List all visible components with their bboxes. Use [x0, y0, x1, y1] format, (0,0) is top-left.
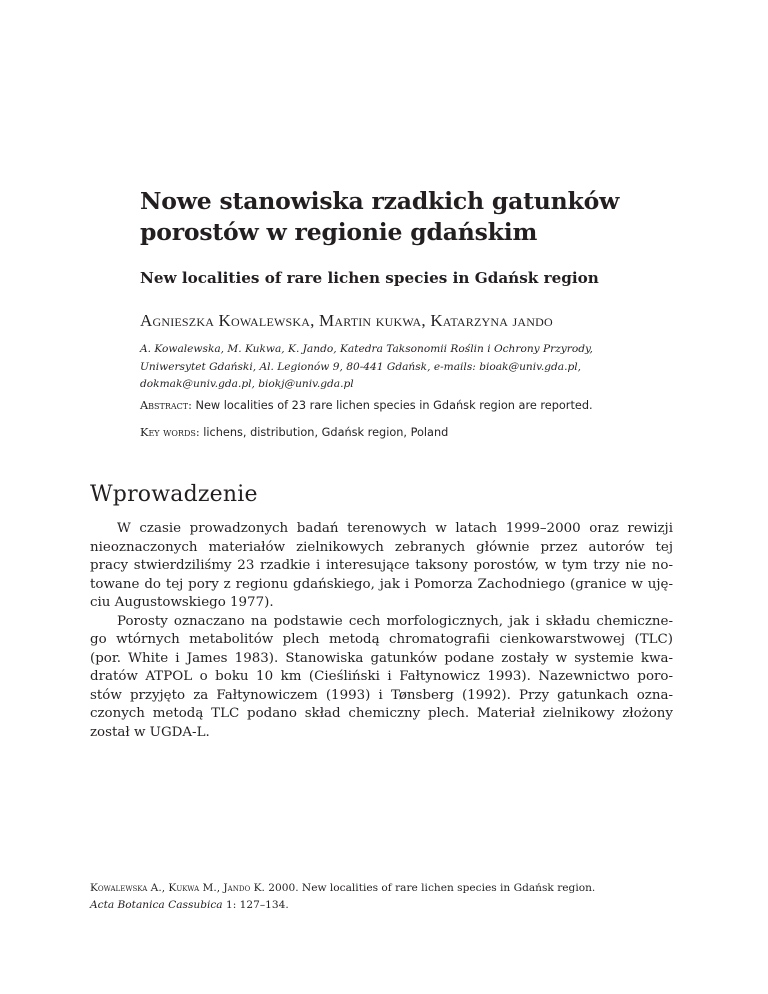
keywords	[140, 426, 448, 439]
affiliation-line: A. Kowalewska, M. Kukwa, K. Jando, Katedra Taksonomii Roślin i Ochrony Przyrody,	[140, 343, 593, 355]
citation-journal: Acta Botanica Cassubica	[90, 899, 223, 911]
body-line: (por. White i James 1983). Stanowiska gatunków podane zostały w systemie kwa-	[90, 650, 673, 666]
title-line-2: porostów w regionie gdańskim	[140, 218, 538, 246]
citation-line	[90, 880, 673, 897]
body-line: W czasie prowadzonych badań terenowych w latach 1999–2000 oraz rewizji	[117, 521, 673, 536]
affiliation-line: dokmak@univ.gda.pl, biokj@univ.gda.pl	[140, 378, 354, 390]
abstract	[140, 399, 593, 412]
body-line: towane do tej pory z regionu gdańskiego, jak i Pomorza Zachodniego (granice w uję-	[90, 576, 673, 592]
section-heading: Wprowadzenie	[90, 482, 258, 507]
author-list	[140, 311, 553, 331]
abstract-text: New localities of 23 rare lichen species in Gdańsk region are reported.	[191, 399, 593, 412]
body-line: Porosty oznaczano na podstawie cech morfologicznych, jak i składu chemiczne-	[117, 613, 673, 629]
body-line: go wtórnych metabolitów plech metodą chromatografii cienkowarstwowej (TLC)	[90, 632, 673, 647]
body-line: został w UGDA-L.	[90, 724, 210, 740]
article-title-polish	[140, 186, 700, 248]
affiliation-block	[140, 341, 700, 394]
author-1: Agnieszka Kowalewska	[140, 311, 311, 330]
body-paragraphs	[90, 520, 673, 742]
author-2: Martin kukwa	[319, 311, 422, 330]
citation-authors: Kowalewska A., Kukwa M., Jando K. 2000.	[90, 882, 299, 894]
author-separator: ,	[421, 311, 431, 330]
title-line-1: Nowe stanowiska rzadkich gatunków	[140, 187, 620, 215]
body-line: pracy stwierdziliśmy 23 rzadkie i interesujące taksony porostów, w tym trzy nie no-	[90, 558, 673, 573]
body-line: dratów ATPOL o boku 10 km (Cieśliński i Fałtynowicz 1993). Nazewnictwo poro-	[90, 669, 673, 684]
keywords-text: lichens, distribution, Gdańsk region, Poland	[199, 426, 449, 439]
affiliation-line: Uniwersytet Gdański, Al. Legionów 9, 80-441 Gdańsk, e-mails: bioak@univ.gda.pl,	[140, 360, 581, 373]
body-line: stów przyjęto za Fałtynowiczem (1993) i Tønsberg (1992). Przy gatunkach ozna-	[90, 687, 673, 703]
abstract-label: Abstract:	[140, 399, 192, 412]
body-line: nieoznaczonych materiałów zielnikowych zebranych głównie przez autorów tej	[90, 539, 673, 555]
article-title-english: New localities of rare lichen species in Gdańsk region	[140, 269, 599, 287]
citation-pages: 1: 127–134.	[222, 899, 289, 911]
keywords-label: Key words:	[140, 426, 200, 439]
citation-line	[90, 897, 673, 914]
body-line: ciu Augustowskiego 1977).	[90, 595, 274, 610]
citation-title: New localities of rare lichen species in Gdańsk region.	[298, 882, 596, 894]
author-separator: ,	[310, 311, 320, 330]
body-line: czonych metodą TLC podano skład chemiczny plech. Materiał zielnikowy złożony	[90, 706, 673, 721]
author-3: Katarzyna jando	[430, 311, 553, 330]
citation-footer	[90, 880, 673, 914]
